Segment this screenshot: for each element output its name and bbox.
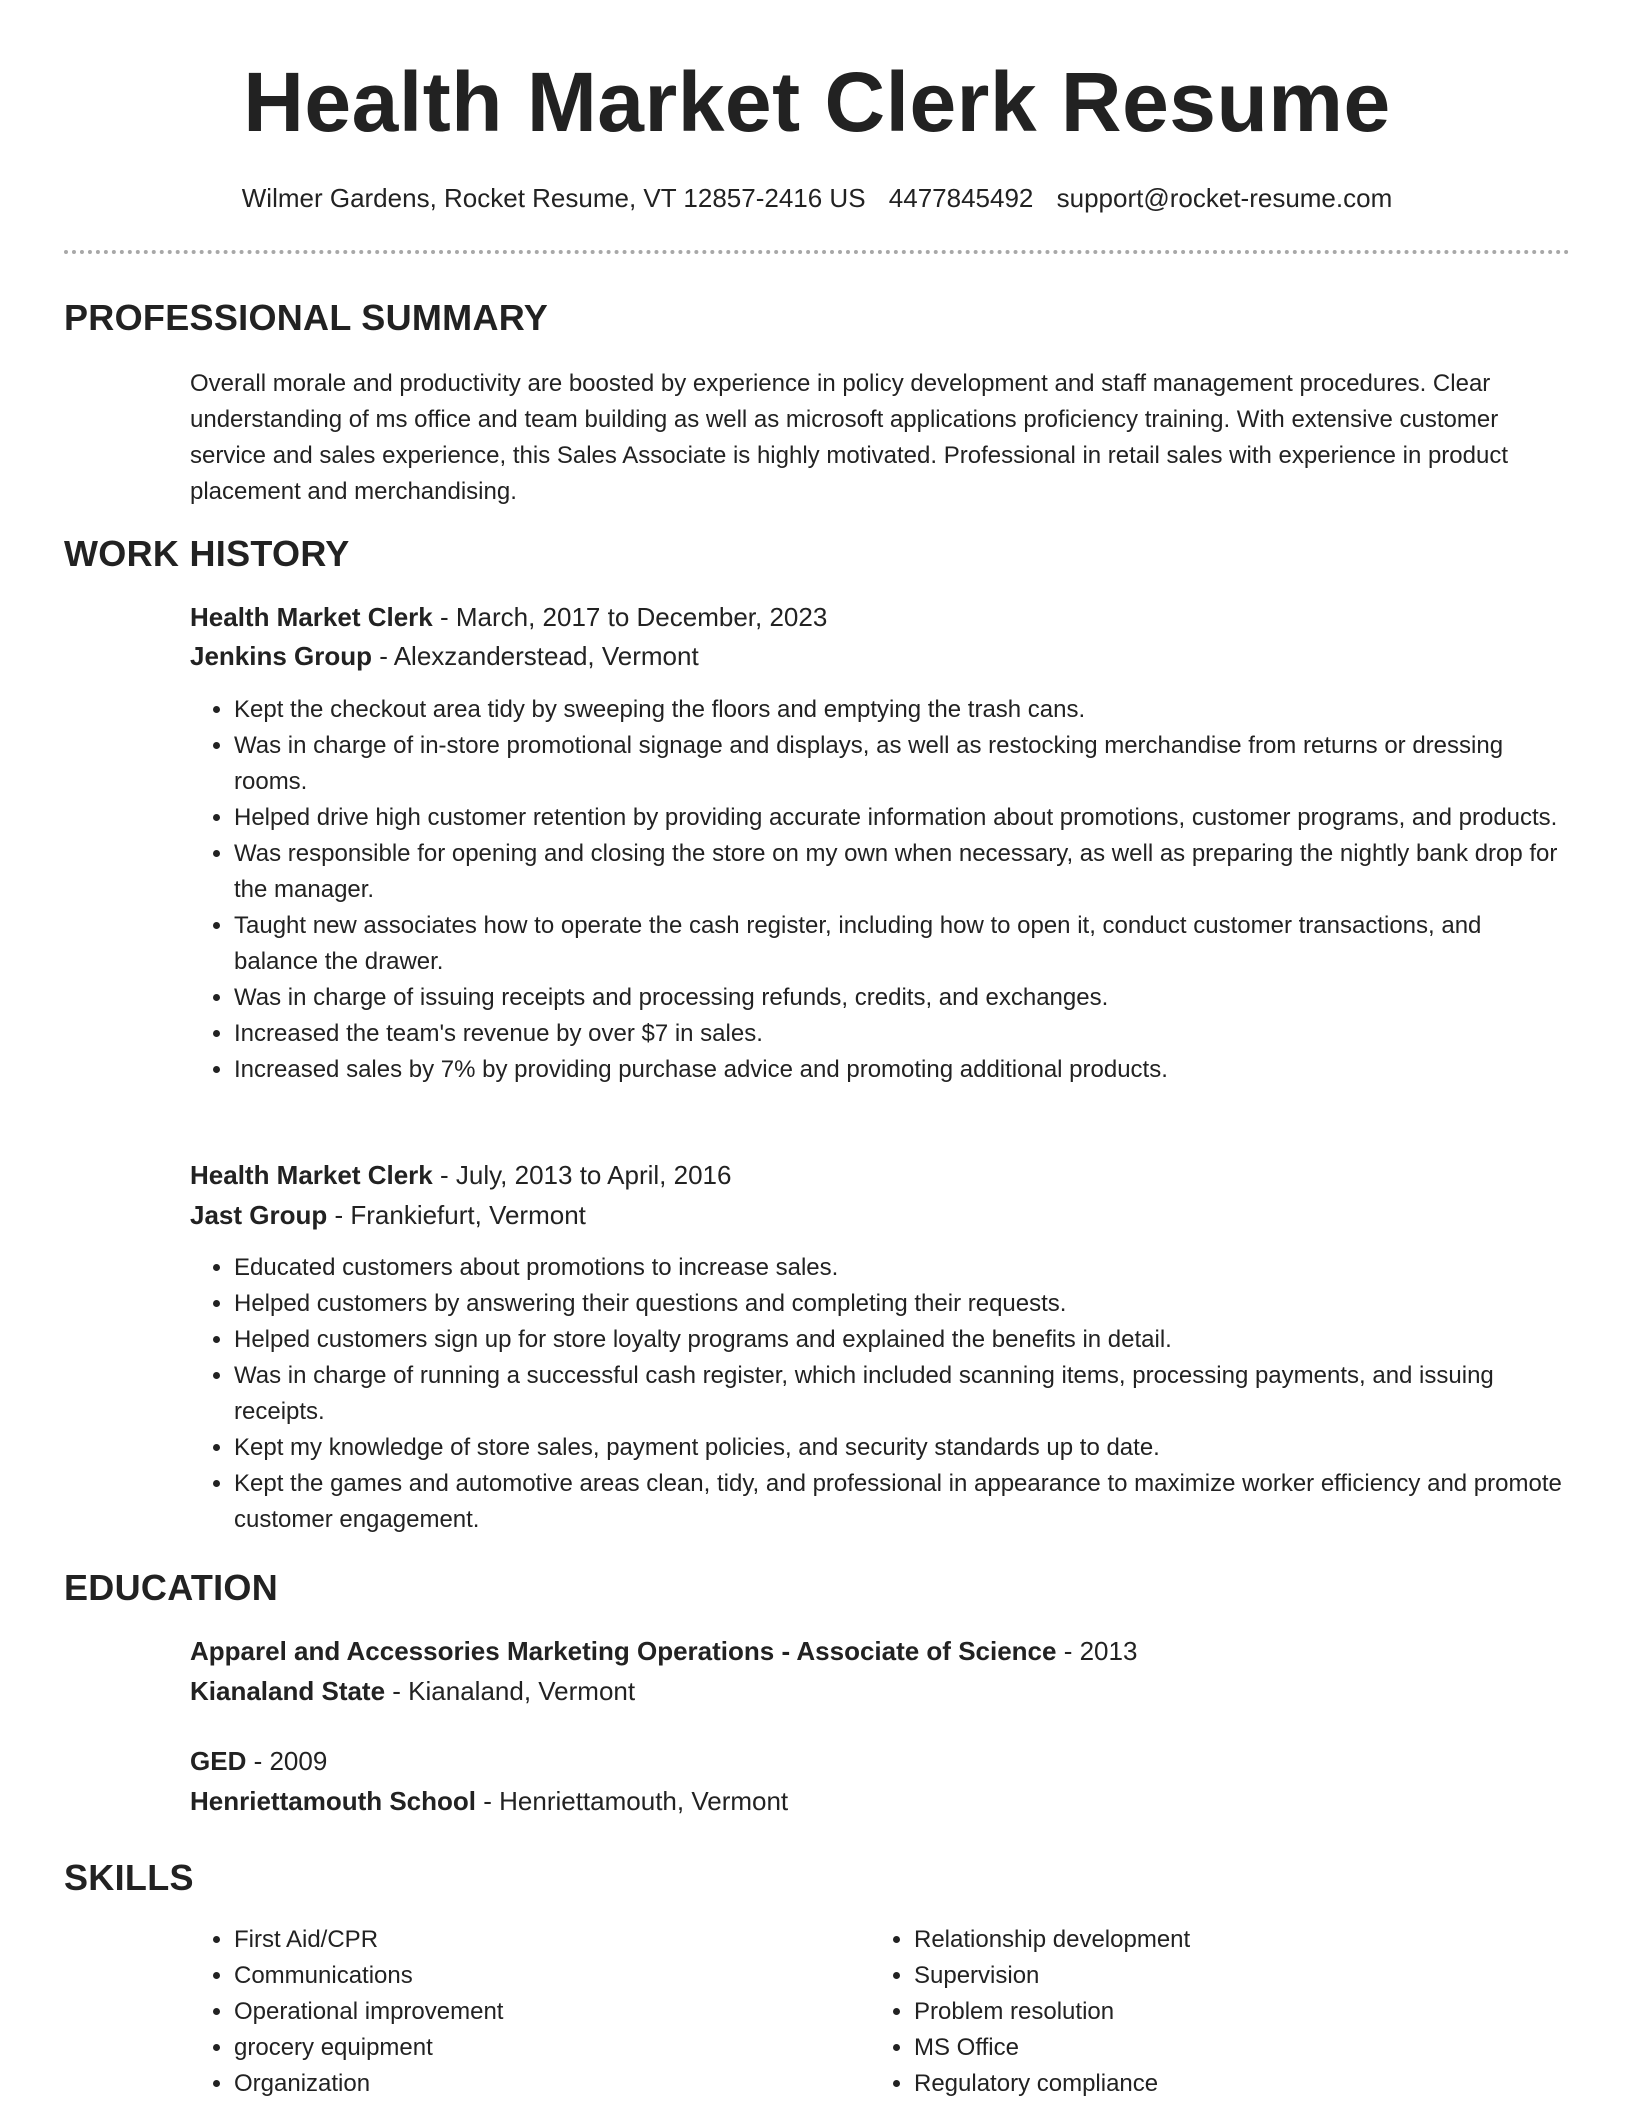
education-degree: Apparel and Accessories Marketing Operations - Associate of Science bbox=[190, 1636, 1057, 1666]
job-title: Health Market Clerk bbox=[190, 602, 433, 632]
list-item: • Kept the games and automotive areas clean, tidy, and professional in appearance to maximize worker efficiency and promote customer engagement. bbox=[234, 1466, 1570, 1538]
list-item: • Was responsible for opening and closing the store on my own when necessary, as well as preparing the nightly bank drop for the manager. bbox=[234, 836, 1570, 908]
education-school: Henriettamouth School bbox=[190, 1786, 477, 1816]
section-title-education: EDUCATION bbox=[64, 1567, 279, 1608]
job-title: Health Market Clerk bbox=[190, 1160, 433, 1190]
list-item: • Was in charge of in-store promotional signage and displays, as well as restocking merchandise from returns or dressing rooms. bbox=[234, 728, 1570, 800]
job-company-line bbox=[190, 637, 699, 675]
contact-email: support@rocket-resume.com bbox=[1056, 183, 1393, 213]
list-item: • Organization bbox=[234, 2066, 830, 2102]
resume-title: Health Market Clerk Resume bbox=[243, 55, 1391, 149]
job-company-line bbox=[190, 1196, 586, 1234]
education-location: - Kianaland, Vermont bbox=[385, 1676, 636, 1706]
list-item: • Regulatory compliance bbox=[914, 2066, 1510, 2102]
list-item: • Increased the team's revenue by over $7 in sales. bbox=[234, 1016, 1570, 1052]
list-item: • Was in charge of issuing receipts and processing refunds, credits, and exchanges. bbox=[234, 980, 1570, 1016]
education-year: - 2013 bbox=[1056, 1636, 1138, 1666]
header-divider bbox=[64, 250, 1570, 254]
list-item: • Communications bbox=[234, 1958, 830, 1994]
contact-line bbox=[64, 180, 1570, 216]
list-item: • First Aid/CPR bbox=[234, 1922, 830, 1958]
list-item: • Operational improvement bbox=[234, 1994, 830, 2030]
education-degree-line bbox=[190, 1632, 1137, 1670]
list-item: • Helped drive high customer retention by providing accurate information about promotions, customer programs, and products. bbox=[234, 800, 1570, 836]
education-year: - 2009 bbox=[246, 1746, 328, 1776]
list-item: • Helped customers sign up for store loyalty programs and explained the benefits in detail. bbox=[234, 1322, 1570, 1358]
job-dates: - March, 2017 to December, 2023 bbox=[432, 602, 828, 632]
job-location: - Alexzanderstead, Vermont bbox=[372, 641, 699, 671]
education-degree: GED bbox=[190, 1746, 247, 1776]
education-school-line bbox=[190, 1782, 788, 1820]
job-company: Jast Group bbox=[190, 1200, 328, 1230]
list-item: • Was in charge of running a successful cash register, which included scanning items, processing payments, and issuing receipts. bbox=[234, 1358, 1570, 1430]
job-title-line bbox=[190, 1156, 731, 1194]
list-item: • Educated customers about promotions to increase sales. bbox=[234, 1250, 1570, 1286]
list-item: • Problem resolution bbox=[914, 1994, 1510, 2030]
contact-address: Wilmer Gardens, Rocket Resume, VT 12857-2416 US bbox=[241, 183, 866, 213]
skills-list-left bbox=[190, 1922, 830, 2102]
section-title-skills: SKILLS bbox=[64, 1857, 194, 1898]
section-title-work-history: WORK HISTORY bbox=[64, 533, 350, 574]
section-title-summary: PROFESSIONAL SUMMARY bbox=[64, 297, 549, 338]
list-item: • MS Office bbox=[914, 2030, 1510, 2066]
job-dates: - July, 2013 to April, 2016 bbox=[432, 1160, 732, 1190]
list-item: • Increased sales by 7% by providing purchase advice and promoting additional products. bbox=[234, 1052, 1570, 1088]
job-bullets bbox=[190, 692, 1570, 1088]
skills-list-right bbox=[870, 1922, 1510, 2102]
job-bullets bbox=[190, 1250, 1570, 1538]
job-title-line bbox=[190, 598, 827, 636]
contact-phone: 4477845492 bbox=[888, 183, 1034, 213]
list-item: • grocery equipment bbox=[234, 2030, 830, 2066]
list-item: • Supervision bbox=[914, 1958, 1510, 1994]
list-item: • Helped customers by answering their questions and completing their requests. bbox=[234, 1286, 1570, 1322]
list-item: • Kept my knowledge of store sales, payment policies, and security standards up to date. bbox=[234, 1430, 1570, 1466]
summary-text: Overall morale and productivity are boosted by experience in policy development and staff management procedures. Clear understanding of ms office and team building as well as microsoft applications proficiency training. With extensive customer service and sales experience, this Sales Associate is highly motivated. Professional in retail sales with experience in product placement and merchandising. bbox=[190, 370, 1509, 505]
list-item: • Kept the checkout area tidy by sweeping the floors and emptying the trash cans. bbox=[234, 692, 1570, 728]
list-item: • Taught new associates how to operate the cash register, including how to open it, conduct customer transactions, and balance the drawer. bbox=[234, 908, 1570, 980]
job-location: - Frankiefurt, Vermont bbox=[327, 1200, 586, 1230]
education-location: - Henriettamouth, Vermont bbox=[476, 1786, 789, 1816]
education-degree-line bbox=[190, 1742, 327, 1780]
job-company: Jenkins Group bbox=[190, 641, 373, 671]
education-school: Kianaland State bbox=[190, 1676, 386, 1706]
list-item: • Relationship development bbox=[914, 1922, 1510, 1958]
education-school-line bbox=[190, 1672, 635, 1710]
